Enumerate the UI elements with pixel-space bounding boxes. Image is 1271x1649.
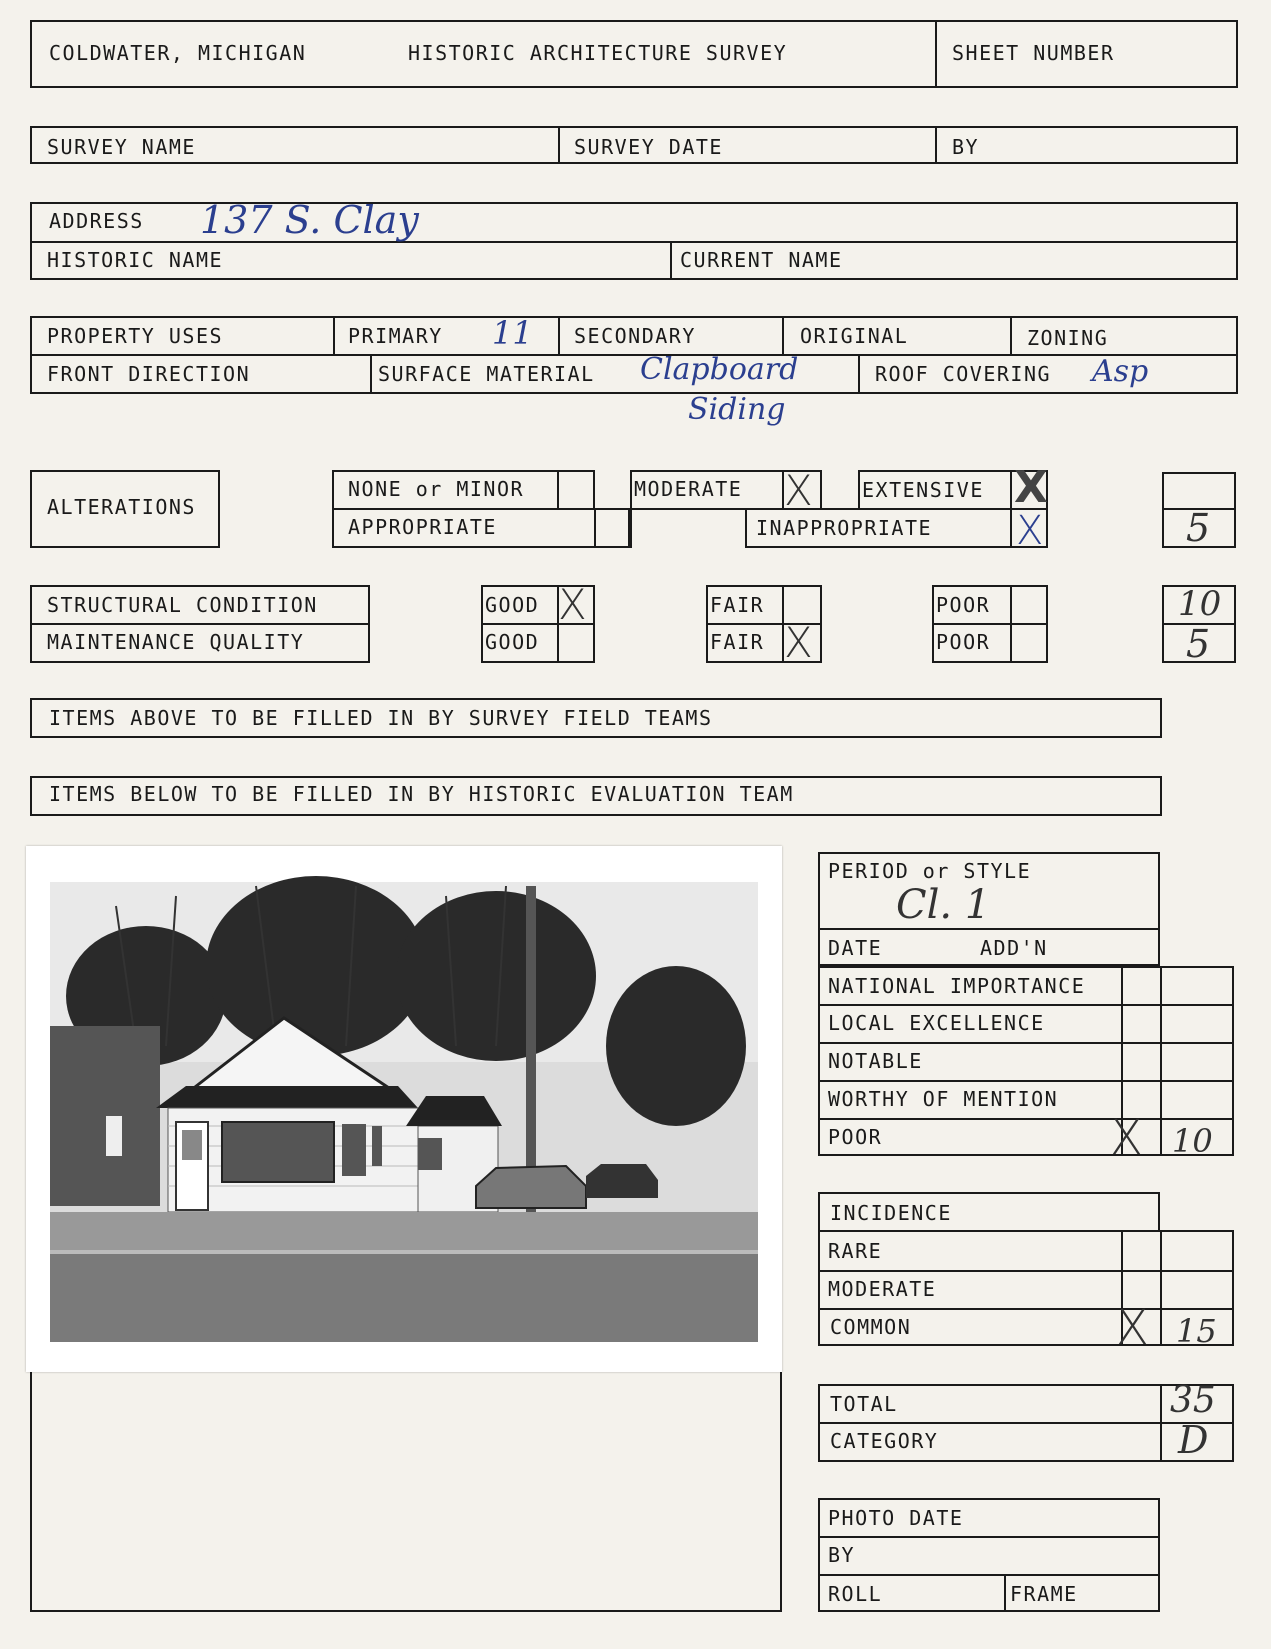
front-direction-label: FRONT DIRECTION xyxy=(47,362,251,386)
addn-label: ADD'N xyxy=(980,936,1048,960)
moderate-checkmark[interactable]: X xyxy=(784,466,813,515)
appropriate-label: APPROPRIATE xyxy=(348,515,497,539)
good-label-structural: GOOD xyxy=(485,593,540,617)
good-label-maintenance: GOOD xyxy=(485,630,540,654)
local-excellence-label: LOCAL EXCELLENCE xyxy=(828,1011,1045,1035)
surface-material-value-2: Siding xyxy=(688,392,786,427)
roof-covering-value: Asp xyxy=(1092,354,1149,389)
address-value: 137 S. Clay xyxy=(200,198,419,242)
moderate-incidence-label: MODERATE xyxy=(828,1277,937,1301)
photo-by-label: BY xyxy=(828,1543,856,1567)
maintenance-score: 5 xyxy=(1186,622,1211,666)
historic-name-label: HISTORIC NAME xyxy=(47,248,224,272)
moderate-label: MODERATE xyxy=(634,477,743,501)
date-label: DATE xyxy=(828,936,883,960)
survey-date-label: SURVEY DATE xyxy=(574,135,723,159)
house-photo-icon xyxy=(26,846,782,1372)
roof-covering-label: ROOF COVERING xyxy=(875,362,1052,386)
structural-condition-label: STRUCTURAL CONDITION xyxy=(47,593,318,617)
frame-label: FRAME xyxy=(1010,1582,1078,1606)
poor-label-structural: POOR xyxy=(936,593,991,617)
roll-label: ROLL xyxy=(828,1582,883,1606)
poor-significance-score: 10 xyxy=(1172,1122,1213,1160)
property-uses-label: PROPERTY USES xyxy=(47,324,224,348)
poor-significance-checkmark[interactable]: X xyxy=(1110,1110,1143,1166)
none-minor-checkbox[interactable] xyxy=(557,470,595,510)
common-checkmark[interactable]: X xyxy=(1116,1300,1149,1356)
category-value: D xyxy=(1178,1418,1209,1462)
zoning-label: ZONING xyxy=(1027,326,1109,350)
period-style-value: Cl. 1 xyxy=(896,882,991,928)
sheet-number-label: SHEET NUMBER xyxy=(952,41,1115,65)
worthy-of-mention-label: WORTHY OF MENTION xyxy=(828,1087,1059,1111)
category-label: CATEGORY xyxy=(830,1429,939,1453)
structural-score: 10 xyxy=(1178,584,1222,624)
city-label: COLDWATER, MICHIGAN xyxy=(49,41,307,65)
structural-good-checkmark[interactable]: X xyxy=(558,580,587,629)
primary-value: 11 xyxy=(492,314,533,352)
extensive-label: EXTENSIVE xyxy=(862,478,984,502)
secondary-label: SECONDARY xyxy=(574,324,696,348)
surface-material-label: SURFACE MATERIAL xyxy=(378,362,595,386)
poor-label-maintenance: POOR xyxy=(936,630,991,654)
survey-title: HISTORIC ARCHITECTURE SURVEY xyxy=(408,41,788,65)
original-label: ORIGINAL xyxy=(800,324,909,348)
primary-label: PRIMARY xyxy=(348,324,443,348)
total-label: TOTAL xyxy=(830,1392,898,1416)
field-teams-note: ITEMS ABOVE TO BE FILLED IN BY SURVEY FIELD TEAMS xyxy=(49,706,713,730)
surface-material-value-1: Clapboard xyxy=(640,352,799,387)
period-style-label: PERIOD or STYLE xyxy=(828,859,1032,883)
inappropriate-label: INAPPROPRIATE xyxy=(756,516,933,540)
total-value: 35 xyxy=(1170,1380,1216,1421)
address-label: ADDRESS xyxy=(49,209,144,233)
alterations-label: ALTERATIONS xyxy=(47,495,196,519)
national-importance-label: NATIONAL IMPORTANCE xyxy=(828,974,1086,998)
fair-label-structural: FAIR xyxy=(710,593,765,617)
rare-label: RARE xyxy=(828,1239,883,1263)
inappropriate-checkmark[interactable]: X xyxy=(1016,508,1044,554)
notable-label: NOTABLE xyxy=(828,1049,923,1073)
photo-date-label: PHOTO DATE xyxy=(828,1506,964,1530)
common-label: COMMON xyxy=(830,1315,912,1339)
current-name-label: CURRENT NAME xyxy=(680,248,843,272)
survey-name-label: SURVEY NAME xyxy=(47,135,196,159)
incidence-label: INCIDENCE xyxy=(830,1201,952,1225)
alterations-score: 5 xyxy=(1186,506,1211,550)
evaluation-team-note: ITEMS BELOW TO BE FILLED IN BY HISTORIC EVALUATION TEAM xyxy=(49,782,794,806)
fair-label-maintenance: FAIR xyxy=(710,630,765,654)
common-score: 15 xyxy=(1176,1312,1217,1350)
poor-significance-label: POOR xyxy=(828,1125,883,1149)
maintenance-fair-checkmark[interactable]: X xyxy=(784,618,813,667)
maintenance-quality-label: MAINTENANCE QUALITY xyxy=(47,630,305,654)
survey-by-label: BY xyxy=(952,135,980,159)
extensive-checkmark[interactable]: X xyxy=(1014,462,1048,513)
none-minor-label: NONE or MINOR xyxy=(348,477,525,501)
